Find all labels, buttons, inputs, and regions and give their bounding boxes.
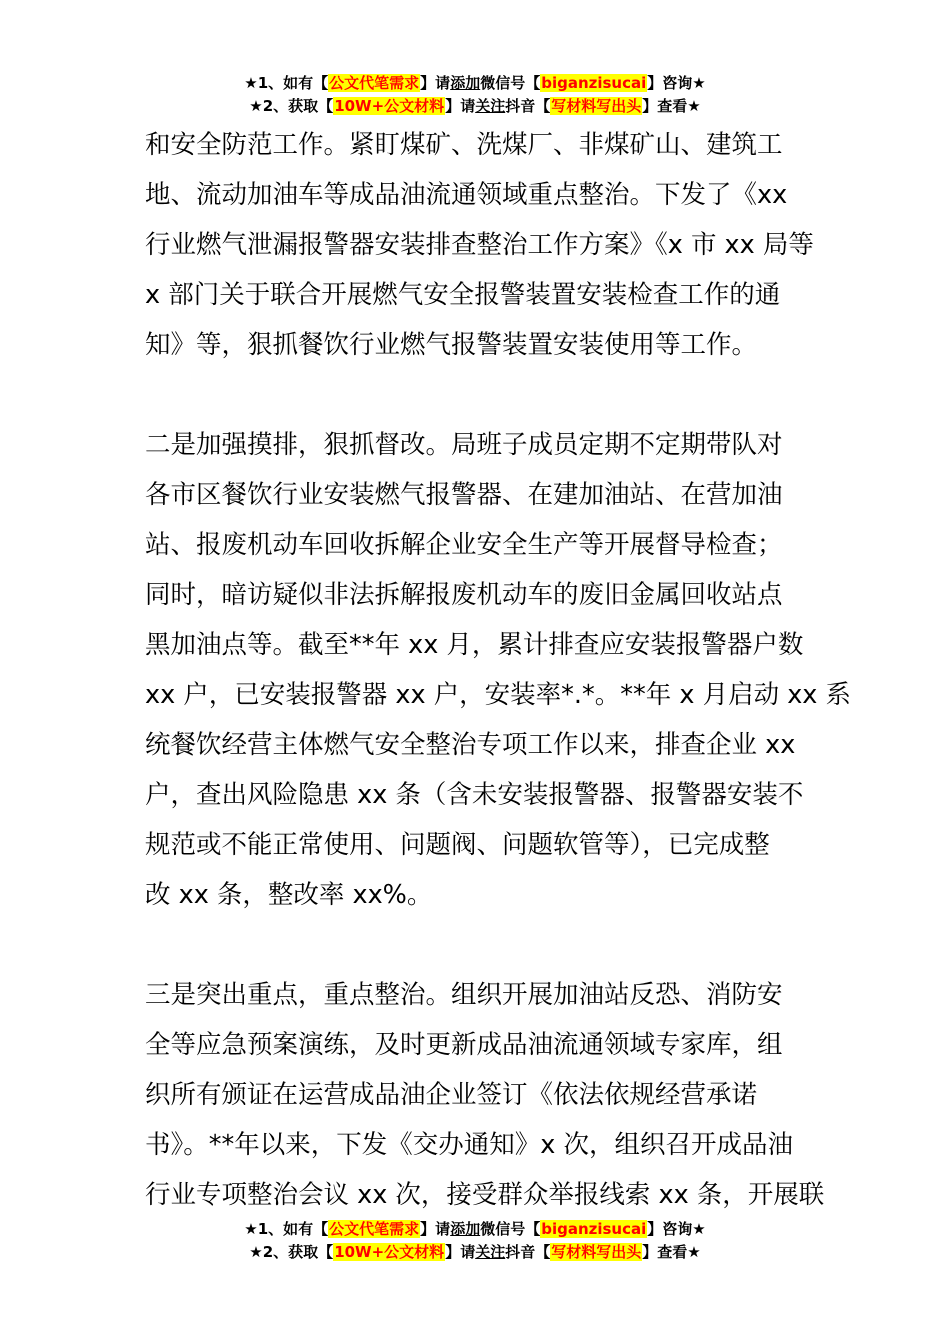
text-line: 全等应急预案演练，及时更新成品油流通领域专家库，组	[145, 1030, 783, 1060]
banner-highlight-materials: 10W+公文材料	[334, 1243, 445, 1261]
paragraph-gap	[145, 370, 813, 420]
banner-highlight-douyin: 写材料写出头	[551, 97, 642, 115]
text-line: 织所有颁证在运营成品油企业签订《依法依规经营承诺	[145, 1080, 758, 1110]
text-line: 地、流动加油车等成品油流通领域重点整治。下发了《xx	[145, 180, 788, 210]
banner-highlight-wechat-id: biganzisucai	[541, 1220, 647, 1238]
banner-line-1: ★1、如有【公文代笔需求】请添加微信号【biganzisucai】咨询★	[244, 74, 706, 92]
text-line: 书》。**年以来，下发《交办通知》x 次，组织召开成品油	[145, 1130, 793, 1160]
banner-line-1: ★1、如有【公文代笔需求】请添加微信号【biganzisucai】咨询★	[244, 1220, 706, 1238]
text-line: 二是加强摸排，狠抓督改。局班子成员定期不定期带队对	[145, 430, 783, 460]
banner-highlight-service: 公文代笔需求	[329, 1220, 420, 1238]
paragraph-gap	[145, 920, 813, 970]
banner-highlight-douyin: 写材料写出头	[551, 1243, 642, 1261]
text-line: 行业燃气泄漏报警器安装排查整治工作方案》《x 市 xx 局等	[145, 230, 814, 260]
text-line: x 部门关于联合开展燃气安全报警装置安装检查工作的通	[145, 280, 781, 310]
text-line: 三是突出重点，重点整治。组织开展加油站反恐、消防安	[145, 980, 783, 1010]
banner-highlight-materials: 10W+公文材料	[334, 97, 445, 115]
text-line: 户，查出风险隐患 xx 条（含未安装报警器、报警器安装不	[145, 780, 804, 810]
banner-line-2: ★2、获取【10W+公文材料】请关注抖音【写材料写出头】查看★	[249, 1243, 701, 1261]
text-line: 知》等，狠抓餐饮行业燃气报警装置安装使用等工作。	[145, 330, 758, 360]
text-line: 改 xx 条，整改率 xx%。	[145, 880, 433, 910]
text-line: 统餐饮经营主体燃气安全整治专项工作以来，排查企业 xx	[145, 730, 796, 760]
banner-line-2: ★2、获取【10W+公文材料】请关注抖音【写材料写出头】查看★	[249, 97, 701, 115]
text-line: 各市区餐饮行业安装燃气报警器、在建加油站、在营加油	[145, 480, 783, 510]
text-line: xx 户，已安装报警器 xx 户，安装率*.*。**年 x 月启动 xx 系	[145, 680, 851, 710]
text-line: 同时，暗访疑似非法拆解报废机动车的废旧金属回收站点	[145, 580, 783, 610]
footer-banner	[0, 1218, 950, 1264]
text-line: 行业专项整治会议 xx 次，接受群众举报线索 xx 条，开展联	[145, 1180, 825, 1210]
paragraph-3	[145, 970, 825, 1220]
banner-highlight-service: 公文代笔需求	[329, 74, 420, 92]
text-line: 站、报废机动车回收拆解企业安全生产等开展督导检查；	[145, 530, 783, 560]
text-line: 和安全防范工作。紧盯煤矿、洗煤厂、非煤矿山、建筑工	[145, 130, 783, 160]
banner-highlight-wechat-id: biganzisucai	[541, 74, 647, 92]
paragraph-1	[145, 120, 813, 370]
text-line: 黑加油点等。截至**年 xx 月，累计排查应安装报警器户数	[145, 630, 804, 660]
document-body	[145, 120, 851, 1220]
header-banner	[0, 72, 950, 118]
text-line: 规范或不能正常使用、问题阀、问题软管等），已完成整	[145, 830, 770, 860]
paragraph-2	[145, 420, 851, 920]
